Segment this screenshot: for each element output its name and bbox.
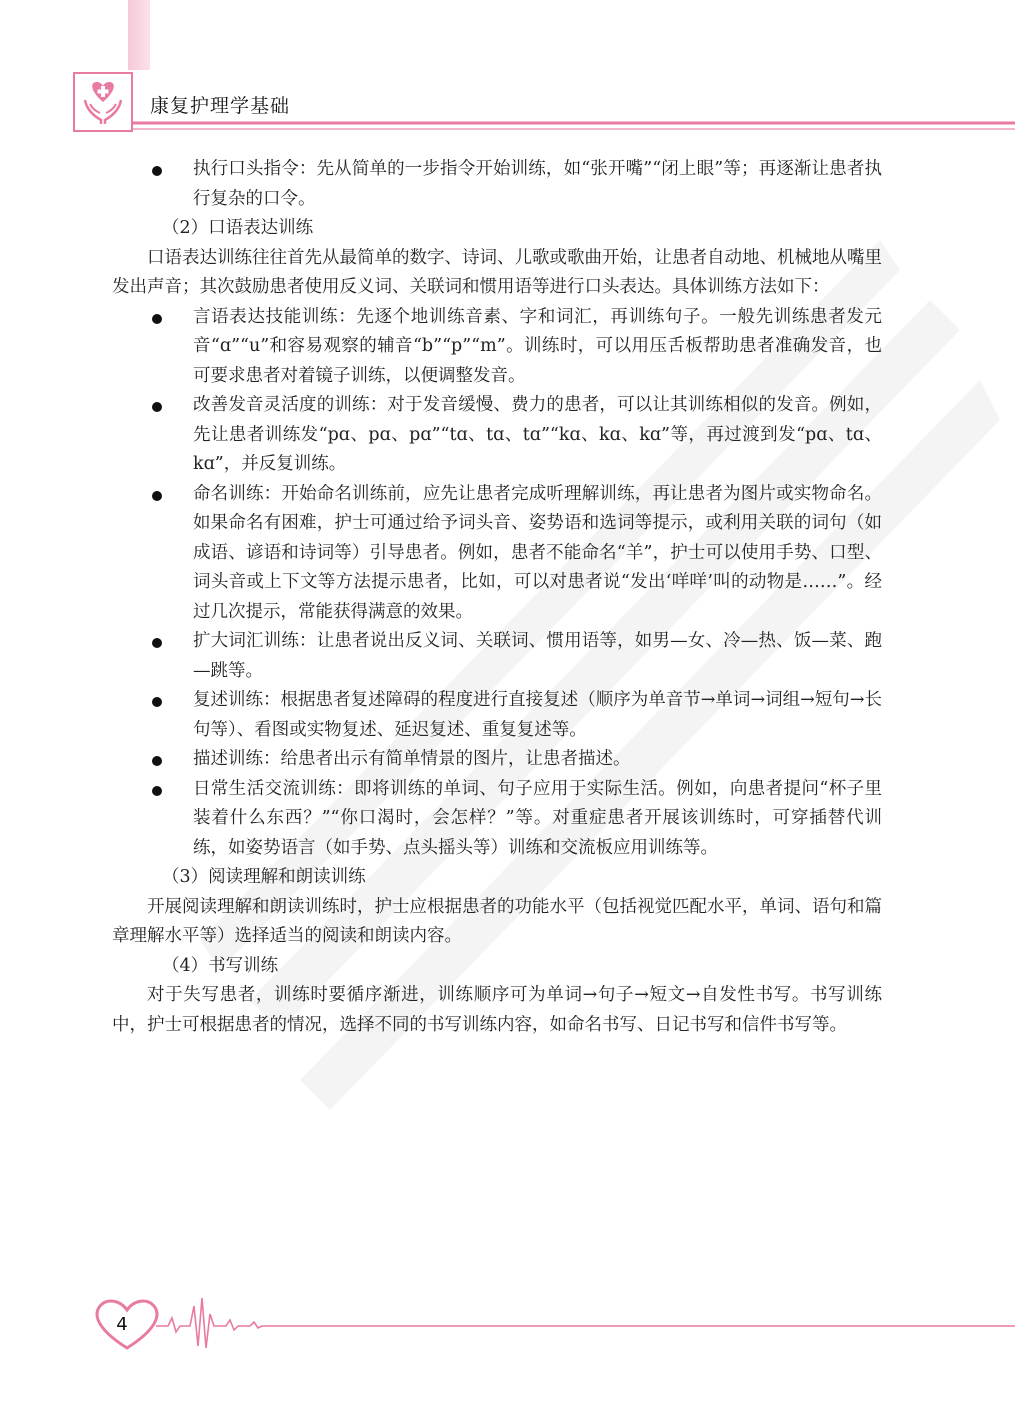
- section-heading: （2）口语表达训练: [162, 218, 314, 238]
- header-decoration-strip: [128, 0, 150, 70]
- list-item: 描述训练：给患者出示有简单情景的图片，让患者描述。: [112, 745, 882, 775]
- bullet-icon: [152, 402, 162, 412]
- bullet-icon: [152, 638, 162, 648]
- paragraph: 开展阅读理解和朗读训练时，护士应根据患者的功能水平（包括视觉匹配水平，单词、语句和篇章理解水平等）选择适当的阅读和朗读内容。: [112, 896, 882, 946]
- paragraph: 对于失写患者，训练时要循序渐进，训练顺序可为单词→句子→短文→自发性书写。书写训练中，护士可根据患者的情况，选择不同的书写训练内容，如命名书写、日记书写和信件书写等。: [112, 985, 882, 1035]
- footer-heartbeat: [90, 1296, 1015, 1356]
- list-item: 命名训练：开始命名训练前，应先让患者完成听理解训练，再让患者为图片或实物命名。如果命名有困难，护士可通过给予词头音、姿势语和选词等提示，或利用关联的词句（如成语、谚语和诗词等）引导患者。例如，患者不能命名“羊”，护士可以使用手势、口型、词头音或上下文等方法提示患者，比如，可以对患者说“发出‘咩咩’叫的动物是……”。经过几次提示，常能获得满意的效果。: [112, 480, 882, 628]
- heart-hands-icon: [81, 80, 125, 124]
- list-item: 复述训练：根据患者复述障碍的程度进行直接复述（顺序为单音节→单词→词组→短句→长句等）、看图或实物复述、延迟复述、重复复述等。: [112, 686, 882, 745]
- list-item: 日常生活交流训练：即将训练的单词、句子应用于实际生活。例如，向患者提问“杯子里装着什么东西？”“你口渴时，会怎样？”等。对重症患者开展该训练时，可穿插替代训练，如姿势语言（如手势、点头摇头等）训练和交流板应用训练等。: [112, 775, 882, 864]
- section-heading: （4）书写训练: [162, 955, 279, 976]
- nursing-logo: [73, 72, 133, 132]
- page-number: 4: [116, 1314, 128, 1335]
- book-title: 康复护理学基础: [150, 95, 291, 117]
- page-content: [112, 155, 882, 1040]
- list-item: 言语表达技能训练：先逐个地训练音素、字和词汇，再训练句子。一般先训练患者发元音“ɑ”“u”和容易观察的辅音“b”“p”“m”。训练时，可以用压舌板帮助患者准确发音，也可要求患者对着镜子训练，以便调整发音。: [112, 303, 882, 392]
- list-item: 改善发音灵活度的训练：对于发音缓慢、费力的患者，可以让其训练相似的发音。例如，先让患者训练发“pɑ、pɑ、pɑ”“tɑ、tɑ、tɑ”“kɑ、kɑ、kɑ”等，再过渡到发“pɑ、tɑ、kɑ”，并反复训练。: [112, 391, 882, 480]
- paragraph: 口语表达训练往往首先从最简单的数字、诗词、儿歌或歌曲开始，让患者自动地、机械地从嘴里发出声音；其次鼓励患者使用反义词、关联词和惯用语等进行口头表达。具体训练方法如下：: [112, 247, 882, 297]
- section-heading: （3）阅读理解和朗读训练: [162, 867, 366, 887]
- header-rule: [133, 120, 1015, 134]
- list-item: 扩大词汇训练：让患者说出反义词、关联词、惯用语等，如男—女、冷—热、饭—菜、跑—跳等。: [112, 627, 882, 686]
- bullet-icon: [152, 166, 162, 176]
- list-item: 执行口头指令：先从简单的一步指令开始训练，如“张开嘴”“闭上眼”等；再逐渐让患者执行复杂的口令。: [112, 155, 882, 214]
- bullet-icon: [152, 314, 162, 324]
- bullet-icon: [152, 756, 162, 766]
- bullet-icon: [152, 491, 162, 501]
- bullet-icon: [152, 697, 162, 707]
- bullet-icon: [152, 786, 162, 796]
